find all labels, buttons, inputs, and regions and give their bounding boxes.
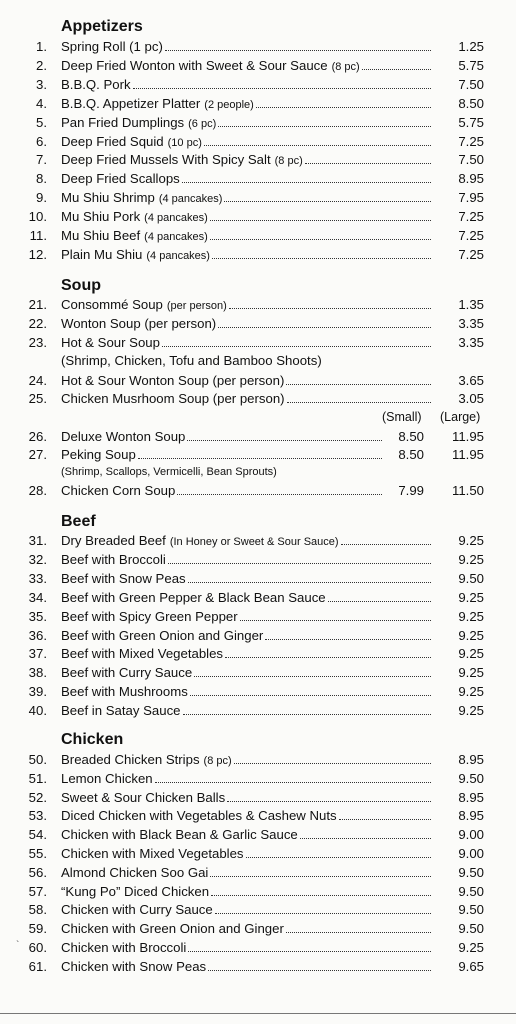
item-leader bbox=[61, 920, 433, 938]
item-name: Beef with Spicy Green Pepper bbox=[61, 609, 238, 624]
dot-leader bbox=[246, 856, 431, 858]
dot-leader bbox=[234, 762, 431, 764]
item-price: 8.95 bbox=[458, 790, 484, 805]
dot-leader bbox=[286, 931, 431, 933]
menu-item-row bbox=[0, 532, 516, 550]
item-price: 7.25 bbox=[458, 228, 484, 243]
item-leader bbox=[61, 807, 433, 825]
item-price: 3.05 bbox=[458, 391, 484, 406]
item-number: 60. bbox=[28, 940, 47, 955]
item-name: Chicken with Curry Sauce bbox=[61, 902, 213, 917]
item-number: 8. bbox=[36, 171, 47, 186]
item-name: Beef in Satay Sauce bbox=[61, 703, 181, 718]
dot-leader bbox=[210, 238, 431, 240]
sized-soup-row bbox=[0, 446, 516, 464]
item-leader bbox=[61, 189, 433, 208]
item-leader bbox=[61, 770, 433, 788]
item-name: Beef with Green Onion and Ginger bbox=[61, 628, 264, 643]
item-name: Beef with Green Pepper & Black Bean Sauce bbox=[61, 590, 326, 605]
menu-item-row bbox=[0, 133, 516, 151]
menu-item-row bbox=[0, 864, 516, 882]
item-number: 31. bbox=[28, 533, 47, 548]
item-note: (8 pc) bbox=[331, 61, 360, 73]
item-name: Deep Fried Scallops bbox=[61, 171, 180, 186]
dot-leader bbox=[229, 307, 431, 309]
item-price: 8.95 bbox=[458, 171, 484, 186]
item-name: B.B.Q. Pork bbox=[61, 77, 131, 92]
item-price: 9.25 bbox=[458, 665, 484, 680]
page-bottom-rule bbox=[0, 1013, 516, 1014]
large-price: 11.50 bbox=[451, 483, 484, 498]
item-name: Mu Shiu Pork bbox=[61, 209, 141, 224]
menu-item-row bbox=[0, 789, 516, 807]
dot-leader bbox=[183, 713, 432, 715]
dot-leader bbox=[225, 656, 431, 658]
menu-item-row bbox=[0, 920, 516, 938]
item-number: 25. bbox=[28, 391, 47, 406]
item-number: 32. bbox=[28, 552, 47, 567]
item-leader bbox=[61, 446, 384, 464]
item-leader bbox=[61, 227, 433, 246]
item-name: “Kung Po” Diced Chicken bbox=[61, 884, 210, 899]
item-note: (6 pc) bbox=[188, 118, 217, 130]
item-leader bbox=[61, 532, 433, 551]
small-price: 8.50 bbox=[398, 429, 424, 444]
item-price: 9.65 bbox=[458, 959, 484, 974]
menu-item-row bbox=[0, 826, 516, 844]
item-leader bbox=[61, 901, 433, 919]
item-number: 6. bbox=[36, 134, 47, 149]
item-note: (8 pc) bbox=[203, 755, 232, 767]
dot-leader bbox=[212, 257, 431, 259]
item-leader bbox=[61, 95, 433, 114]
item-leader bbox=[61, 627, 433, 645]
menu-item-row bbox=[0, 807, 516, 825]
item-number: 58. bbox=[28, 902, 47, 917]
item-name: Hot & Sour Soup bbox=[61, 335, 160, 350]
large-price: 11.95 bbox=[451, 447, 484, 462]
item-number: 26. bbox=[28, 429, 47, 444]
item-leader bbox=[61, 883, 433, 901]
hot-sour-soup-description: (Shrimp, Chicken, Tofu and Bamboo Shoots) bbox=[61, 353, 322, 368]
menu-item-row bbox=[0, 845, 516, 863]
small-price: 7.99 bbox=[398, 483, 424, 498]
item-number: 51. bbox=[28, 771, 47, 786]
item-note: (2 people) bbox=[204, 99, 254, 111]
sized-soup-row bbox=[0, 428, 516, 446]
item-name: Peking Soup bbox=[61, 447, 136, 462]
item-price: 9.25 bbox=[458, 533, 484, 548]
item-number: 27. bbox=[28, 447, 47, 462]
dot-leader bbox=[215, 912, 431, 914]
dot-leader bbox=[362, 68, 431, 70]
dot-leader bbox=[187, 439, 382, 441]
item-leader bbox=[61, 683, 433, 701]
item-leader bbox=[61, 151, 433, 170]
dot-leader bbox=[287, 401, 431, 403]
item-name: Chicken with Snow Peas bbox=[61, 959, 207, 974]
item-price: 7.25 bbox=[458, 209, 484, 224]
item-name: Beef with Mushrooms bbox=[61, 684, 188, 699]
menu-item-row bbox=[0, 770, 516, 788]
menu-item-row bbox=[0, 208, 516, 226]
item-name: Mu Shiu Shrimp bbox=[61, 190, 155, 205]
dot-leader bbox=[328, 600, 431, 602]
item-leader bbox=[61, 57, 433, 76]
dot-leader bbox=[210, 219, 431, 221]
menu-item-row bbox=[0, 189, 516, 207]
menu-item-row bbox=[0, 958, 516, 976]
menu-item-row bbox=[0, 246, 516, 264]
item-name: Chicken Corn Soup bbox=[61, 483, 176, 498]
item-name: Lemon Chicken bbox=[61, 771, 153, 786]
dot-leader bbox=[305, 162, 431, 164]
menu-item-row bbox=[0, 38, 516, 56]
item-number: 24. bbox=[28, 373, 47, 388]
menu-item-row bbox=[0, 645, 516, 663]
item-number: 36. bbox=[28, 628, 47, 643]
item-price: 8.95 bbox=[458, 752, 484, 767]
dot-leader bbox=[177, 493, 382, 495]
item-price: 3.65 bbox=[458, 373, 484, 388]
item-name: B.B.Q. Appetizer Platter bbox=[61, 96, 201, 111]
item-leader bbox=[61, 589, 433, 607]
item-leader bbox=[61, 38, 433, 56]
item-note: (4 pancakes) bbox=[158, 193, 223, 205]
item-name: Beef with Curry Sauce bbox=[61, 665, 193, 680]
item-price: 5.75 bbox=[458, 115, 484, 130]
item-number: 7. bbox=[36, 152, 47, 167]
item-name: Deep Fried Wonton with Sweet & Sour Sauce bbox=[61, 58, 328, 73]
item-price: 9.25 bbox=[458, 646, 484, 661]
item-name: Plain Mu Shiu bbox=[61, 247, 143, 262]
item-price: 9.25 bbox=[458, 703, 484, 718]
menu-item-row bbox=[0, 390, 516, 408]
item-price: 7.50 bbox=[458, 152, 484, 167]
item-number: 4. bbox=[36, 96, 47, 111]
dot-leader bbox=[138, 457, 382, 459]
item-price: 9.00 bbox=[458, 846, 484, 861]
item-leader bbox=[61, 372, 433, 390]
item-leader bbox=[61, 315, 433, 333]
item-leader bbox=[61, 789, 433, 807]
menu-item-row bbox=[0, 664, 516, 682]
item-number: 21. bbox=[28, 297, 47, 312]
dot-leader bbox=[218, 326, 431, 328]
item-name: Diced Chicken with Vegetables & Cashew Nuts bbox=[61, 808, 337, 823]
item-number: 54. bbox=[28, 827, 47, 842]
item-leader bbox=[61, 664, 433, 682]
dot-leader bbox=[190, 694, 431, 696]
item-leader bbox=[61, 751, 433, 770]
dot-leader bbox=[155, 781, 431, 783]
dot-leader bbox=[210, 875, 431, 877]
menu-item-row bbox=[0, 57, 516, 75]
item-price: 9.25 bbox=[458, 940, 484, 955]
item-leader bbox=[61, 864, 433, 882]
item-leader bbox=[61, 608, 433, 626]
item-number: 2. bbox=[36, 58, 47, 73]
menu-item-row bbox=[0, 589, 516, 607]
item-number: 10. bbox=[28, 209, 47, 224]
item-price: 3.35 bbox=[458, 335, 484, 350]
item-price: 9.25 bbox=[458, 609, 484, 624]
item-name: Wonton Soup (per person) bbox=[61, 316, 217, 331]
item-price: 9.50 bbox=[458, 921, 484, 936]
menu-item-row bbox=[0, 151, 516, 169]
item-price: 7.25 bbox=[458, 247, 484, 262]
menu-item-row bbox=[0, 315, 516, 333]
item-note: (4 pancakes) bbox=[144, 212, 208, 224]
item-leader bbox=[61, 334, 433, 352]
item-name: Deep Fried Mussels With Spicy Salt bbox=[61, 152, 271, 167]
item-name: Hot & Sour Wonton Soup (per person) bbox=[61, 373, 285, 388]
item-number: 28. bbox=[28, 483, 47, 498]
dot-leader bbox=[165, 49, 431, 51]
item-number: 56. bbox=[28, 865, 47, 880]
item-leader bbox=[61, 296, 433, 315]
menu-item-row bbox=[0, 95, 516, 113]
menu-item-row bbox=[0, 883, 516, 901]
item-number: 33. bbox=[28, 571, 47, 586]
item-note: (In Honey or Sweet & Sour Sauce) bbox=[169, 536, 339, 548]
item-name: Chicken with Broccoli bbox=[61, 940, 187, 955]
item-price: 9.00 bbox=[458, 827, 484, 842]
item-number: 61. bbox=[28, 959, 47, 974]
item-price: 9.25 bbox=[458, 590, 484, 605]
item-note: (per person) bbox=[166, 300, 227, 312]
dot-leader bbox=[133, 87, 431, 89]
dot-leader bbox=[240, 619, 431, 621]
dot-leader bbox=[286, 383, 431, 385]
beef-heading: Beef bbox=[61, 513, 96, 530]
item-number: 34. bbox=[28, 590, 47, 605]
dot-leader bbox=[211, 894, 431, 896]
item-price: 5.75 bbox=[458, 58, 484, 73]
menu-item-row bbox=[0, 114, 516, 132]
item-price: 8.95 bbox=[458, 808, 484, 823]
item-name: Deluxe Wonton Soup bbox=[61, 429, 186, 444]
dot-leader bbox=[208, 969, 431, 971]
item-number: 39. bbox=[28, 684, 47, 699]
item-name: Deep Fried Squid bbox=[61, 134, 164, 149]
item-leader bbox=[61, 845, 433, 863]
size-small-header: (Small) bbox=[382, 410, 422, 424]
stray-mark: ` bbox=[16, 940, 20, 951]
item-name: Pan Fried Dumplings bbox=[61, 115, 185, 130]
item-number: 57. bbox=[28, 884, 47, 899]
item-name: Beef with Mixed Vegetables bbox=[61, 646, 224, 661]
dot-leader bbox=[265, 638, 431, 640]
item-name: Mu Shiu Beef bbox=[61, 228, 141, 243]
item-price: 8.50 bbox=[458, 96, 484, 111]
menu-item-row bbox=[0, 170, 516, 188]
item-price: 7.95 bbox=[458, 190, 484, 205]
small-price: 8.50 bbox=[398, 447, 424, 462]
item-price: 9.50 bbox=[458, 771, 484, 786]
item-number: 5. bbox=[36, 115, 47, 130]
menu-item-row bbox=[0, 627, 516, 645]
menu-item-row bbox=[0, 296, 516, 314]
item-number: 35. bbox=[28, 609, 47, 624]
item-number: 38. bbox=[28, 665, 47, 680]
peking-soup-description: (Shrimp, Scallops, Vermicelli, Bean Sprouts) bbox=[61, 466, 277, 478]
dot-leader bbox=[224, 200, 431, 202]
item-number: 9. bbox=[36, 190, 47, 205]
dot-leader bbox=[227, 800, 431, 802]
item-leader bbox=[61, 208, 433, 227]
item-name: Chicken with Mixed Vegetables bbox=[61, 846, 244, 861]
item-price: 9.25 bbox=[458, 684, 484, 699]
item-price: 1.25 bbox=[458, 39, 484, 54]
item-name: Consommé Soup bbox=[61, 297, 163, 312]
item-number: 1. bbox=[36, 39, 47, 54]
dot-leader bbox=[182, 181, 431, 183]
item-price: 9.25 bbox=[458, 628, 484, 643]
soup-heading: Soup bbox=[61, 277, 101, 294]
menu-item-row bbox=[0, 551, 516, 569]
item-note: (10 pc) bbox=[167, 137, 202, 149]
dot-leader bbox=[162, 345, 431, 347]
item-price: 3.35 bbox=[458, 316, 484, 331]
item-number: 11. bbox=[29, 228, 47, 243]
item-price: 7.25 bbox=[458, 134, 484, 149]
item-leader bbox=[61, 133, 433, 152]
menu-item-row bbox=[0, 76, 516, 94]
item-number: 3. bbox=[36, 77, 47, 92]
item-number: 52. bbox=[28, 790, 47, 805]
item-number: 53. bbox=[28, 808, 47, 823]
menu-item-row bbox=[0, 939, 516, 957]
item-leader bbox=[61, 939, 433, 957]
item-number: 37. bbox=[28, 646, 47, 661]
item-leader bbox=[61, 826, 433, 844]
item-number: 12. bbox=[28, 247, 47, 262]
item-name: Spring Roll (1 pc) bbox=[61, 39, 163, 54]
item-price: 1.35 bbox=[458, 297, 484, 312]
size-large-header: (Large) bbox=[440, 410, 481, 424]
menu-item-row bbox=[0, 372, 516, 390]
dot-leader bbox=[341, 543, 431, 545]
item-number: 50. bbox=[28, 752, 47, 767]
dot-leader bbox=[256, 106, 431, 108]
item-number: 59. bbox=[28, 921, 47, 936]
item-price: 9.50 bbox=[458, 884, 484, 899]
item-name: Chicken with Green Onion and Ginger bbox=[61, 921, 284, 936]
dot-leader bbox=[204, 144, 431, 146]
appetizers-heading: Appetizers bbox=[61, 18, 143, 35]
item-leader bbox=[61, 76, 433, 94]
item-leader bbox=[61, 702, 433, 720]
item-price: 9.25 bbox=[458, 552, 484, 567]
item-leader bbox=[61, 114, 433, 133]
item-leader bbox=[61, 551, 433, 569]
large-price: 11.95 bbox=[451, 429, 484, 444]
dot-leader bbox=[339, 818, 431, 820]
dot-leader bbox=[168, 562, 431, 564]
item-price: 9.50 bbox=[458, 865, 484, 880]
sized-soup-row bbox=[0, 482, 516, 500]
item-leader bbox=[61, 390, 433, 408]
item-name: Dry Breaded Beef bbox=[61, 533, 166, 548]
item-name: Chicken Musrhoom Soup (per person) bbox=[61, 391, 285, 406]
menu-item-row bbox=[0, 683, 516, 701]
item-name: Breaded Chicken Strips bbox=[61, 752, 200, 767]
item-price: 9.50 bbox=[458, 902, 484, 917]
item-note: (4 pancakes) bbox=[144, 231, 208, 243]
item-name: Beef with Broccoli bbox=[61, 552, 166, 567]
dot-leader bbox=[188, 950, 431, 952]
dot-leader bbox=[188, 581, 431, 583]
item-leader bbox=[61, 645, 433, 663]
item-leader bbox=[61, 958, 433, 976]
item-note: (4 pancakes) bbox=[146, 250, 210, 262]
item-leader bbox=[61, 246, 433, 265]
item-number: 22. bbox=[28, 316, 47, 331]
menu-item-row bbox=[0, 608, 516, 626]
item-price: 7.50 bbox=[458, 77, 484, 92]
item-leader bbox=[61, 570, 433, 588]
item-number: 40. bbox=[28, 703, 47, 718]
chicken-heading: Chicken bbox=[61, 731, 124, 748]
item-name: Sweet & Sour Chicken Balls bbox=[61, 790, 226, 805]
item-name: Beef with Snow Peas bbox=[61, 571, 186, 586]
dot-leader bbox=[194, 675, 431, 677]
item-leader bbox=[61, 428, 384, 446]
dot-leader bbox=[218, 125, 431, 127]
item-name: Almond Chicken Soo Gai bbox=[61, 865, 209, 880]
menu-item-row bbox=[0, 227, 516, 245]
menu-item-row bbox=[0, 570, 516, 588]
dot-leader bbox=[300, 837, 431, 839]
item-note: (8 pc) bbox=[274, 155, 303, 167]
item-number: 55. bbox=[28, 846, 47, 861]
item-price: 9.50 bbox=[458, 571, 484, 586]
item-leader bbox=[61, 170, 433, 188]
menu-item-row bbox=[0, 702, 516, 720]
menu-item-row bbox=[0, 901, 516, 919]
item-number: 23. bbox=[28, 335, 47, 350]
item-name: Chicken with Black Bean & Garlic Sauce bbox=[61, 827, 298, 842]
menu-item-row bbox=[0, 751, 516, 769]
menu-item-row bbox=[0, 334, 516, 352]
item-leader bbox=[61, 482, 384, 500]
